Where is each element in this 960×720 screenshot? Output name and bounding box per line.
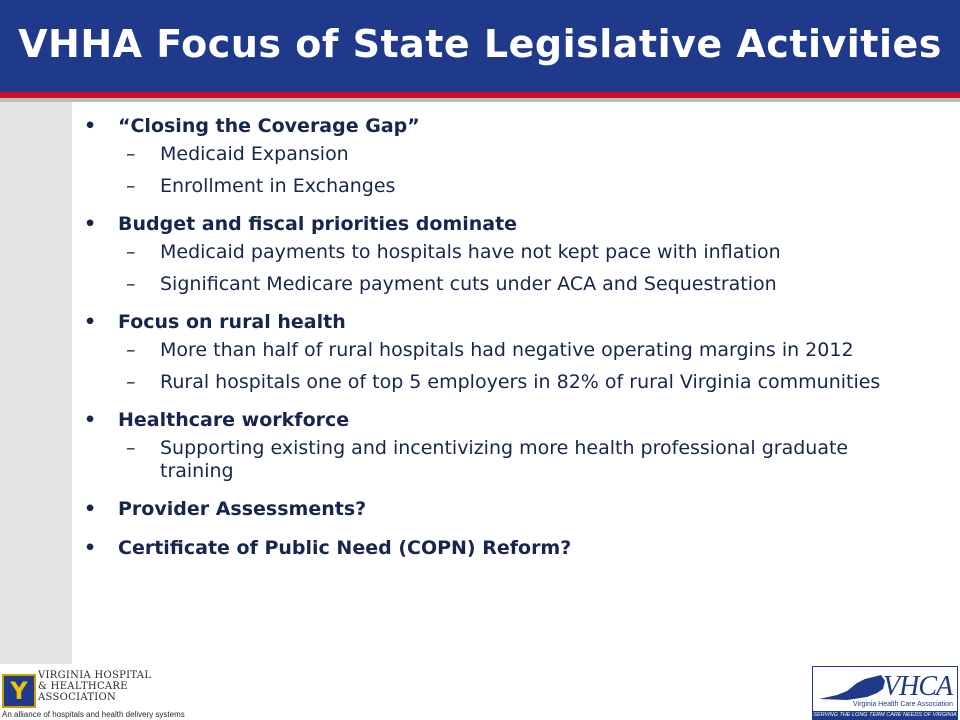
vhha-logo-mark: Y <box>2 674 36 708</box>
bullet-text: “Closing the Coverage Gap” <box>118 115 420 137</box>
sub-bullet-item <box>84 175 904 198</box>
bullet-item <box>84 497 904 522</box>
title-shadow-rule <box>0 98 960 102</box>
sub-bullet-dash: – <box>126 175 136 197</box>
sub-bullet-text: Enrollment in Exchanges <box>160 175 396 197</box>
vhha-logo-tagline: An alliance of hospitals and health delivery systems <box>2 710 185 719</box>
sub-bullet-text: Significant Medicare payment cuts under ACA and Sequestration <box>160 273 777 295</box>
sub-bullet-item <box>84 241 904 264</box>
vhha-logo-name-line: VIRGINIA HOSPITAL <box>38 670 152 681</box>
vhha-logo <box>0 664 200 720</box>
sub-bullet-item <box>84 437 904 483</box>
vhha-logo-name-line: & HEALTHCARE <box>38 681 128 692</box>
bullet-group <box>84 114 904 198</box>
bullet-text: Focus on rural health <box>118 311 346 333</box>
bullet-group <box>84 497 904 522</box>
sub-bullet-dash: – <box>126 241 136 263</box>
sub-bullet-item <box>84 339 904 362</box>
title-bar <box>0 0 960 92</box>
bullet-text: Healthcare workforce <box>118 409 350 431</box>
bullet-group <box>84 408 904 483</box>
sub-bullet-text: Rural hospitals one of top 5 employers in 82% of rural Virginia communities <box>160 371 881 393</box>
bullet-item <box>84 212 904 237</box>
bullet-item <box>84 310 904 335</box>
bullet-text: Provider Assessments? <box>118 498 367 520</box>
sub-bullet-dash: – <box>126 273 136 295</box>
vhca-logo-text: VHCA <box>883 671 953 702</box>
sub-bullet-item <box>84 143 904 166</box>
bullet-text: Budget and fiscal priorities dominate <box>118 213 518 235</box>
bullet-group <box>84 536 904 561</box>
left-decorative-band <box>0 102 72 664</box>
sub-bullet-dash: – <box>126 437 136 459</box>
bullet-dot-icon: • <box>84 115 97 137</box>
slide-title: VHHA Focus of State Legislative Activities <box>18 22 942 66</box>
bullet-item <box>84 408 904 433</box>
sub-bullet-dash: – <box>126 143 136 165</box>
bullet-dot-icon: • <box>84 311 97 333</box>
sub-bullet-item <box>84 371 904 394</box>
sub-bullet-list <box>84 437 904 483</box>
sub-bullet-list <box>84 143 904 198</box>
vhha-logo-name-line: ASSOCIATION <box>38 692 117 703</box>
bullet-group <box>84 310 904 394</box>
vhca-logo-subtitle: Virginia Health Care Association <box>853 701 953 708</box>
vhca-logo <box>812 666 958 720</box>
sub-bullet-text: Medicaid payments to hospitals have not kept pace with inflation <box>160 241 781 263</box>
vhha-logo-name <box>38 670 178 703</box>
sub-bullet-dash: – <box>126 371 136 393</box>
bullet-dot-icon: • <box>84 537 97 559</box>
bullet-item <box>84 536 904 561</box>
bullet-dot-icon: • <box>84 498 97 520</box>
bullet-item <box>84 114 904 139</box>
sub-bullet-item <box>84 273 904 296</box>
sub-bullet-list <box>84 241 904 296</box>
bullet-dot-icon: • <box>84 213 97 235</box>
slide-content <box>84 114 904 575</box>
sub-bullet-dash: – <box>126 339 136 361</box>
sub-bullet-text: More than half of rural hospitals had negative operating margins in 2012 <box>160 339 854 361</box>
sub-bullet-text: Supporting existing and incentivizing more health professional graduate training <box>160 437 849 482</box>
vhca-logo-frame <box>812 666 958 712</box>
bullet-text: Certificate of Public Need (COPN) Reform? <box>118 537 572 559</box>
sub-bullet-text: Medicaid Expansion <box>160 143 349 165</box>
bullet-group <box>84 212 904 296</box>
vhca-logo-strip: SERVING THE LONG TERM CARE NEEDS OF VIRGINIA <box>813 712 957 718</box>
sub-bullet-list <box>84 339 904 394</box>
bullet-dot-icon: • <box>84 409 97 431</box>
virginia-state-icon <box>817 673 887 703</box>
